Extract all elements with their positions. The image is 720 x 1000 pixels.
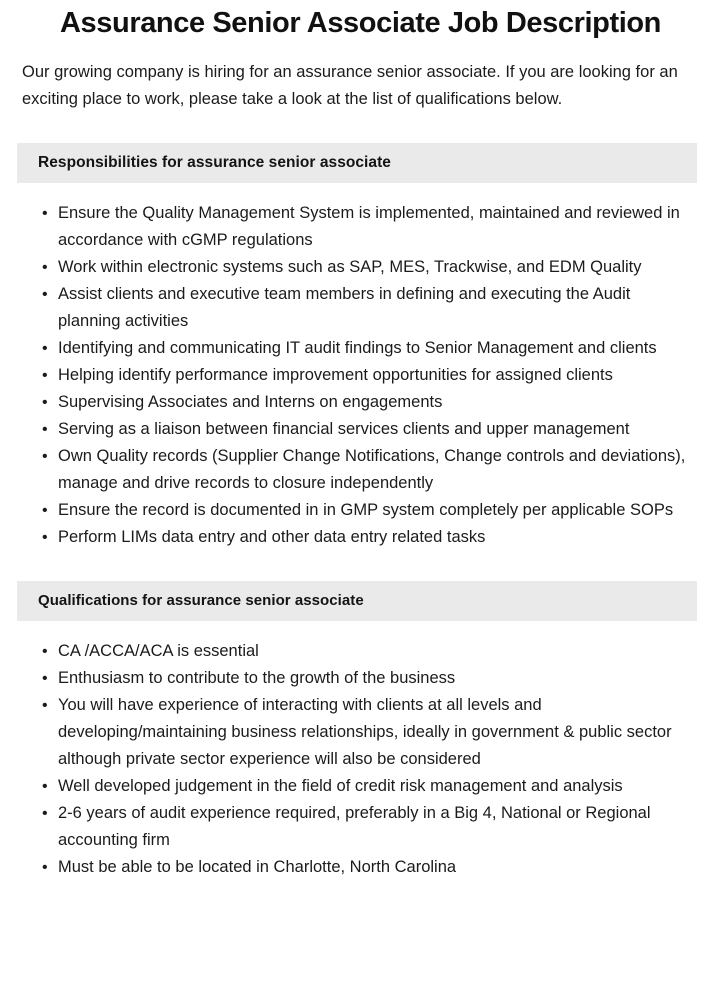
section-responsibilities [0, 143, 720, 551]
responsibilities-list [0, 200, 720, 551]
list-item: • Ensure the Quality Management System is implemented, maintained and reviewed in accordance with cGMP regulations [0, 200, 695, 254]
list-item: • Supervising Associates and Interns on engagements [0, 389, 695, 416]
list-item: • Enthusiasm to contribute to the growth of the business [0, 665, 695, 692]
section-heading-band-responsibilities [17, 143, 697, 183]
list-item: • Assist clients and executive team members in defining and executing the Audit planning activities [0, 281, 695, 335]
list-item: • You will have experience of interacting with clients at all levels and developing/maintaining business relationships, ideally in government & public sector although private sector experience will also be considered [0, 692, 695, 773]
list-item: • CA /ACCA/ACA is essential [0, 638, 695, 665]
intro-paragraph: Our growing company is hiring for an assurance senior associate. If you are looking for an exciting place to work, please take a look at the list of qualifications below. [22, 63, 678, 108]
section-heading-label: Responsibilities for assurance senior associate [38, 154, 391, 171]
list-item: • Well developed judgement in the field of credit risk management and analysis [0, 773, 695, 800]
list-item: • Serving as a liaison between financial services clients and upper management [0, 416, 695, 443]
page-title: Assurance Senior Associate Job Description [60, 7, 661, 39]
list-item: • Helping identify performance improvement opportunities for assigned clients [0, 362, 695, 389]
list-item: • Identifying and communicating IT audit findings to Senior Management and clients [0, 335, 695, 362]
section-heading-band-qualifications [17, 581, 697, 621]
list-item: • 2-6 years of audit experience required, preferably in a Big 4, National or Regional accounting firm [0, 800, 695, 854]
list-item: • Ensure the record is documented in in GMP system completely per applicable SOPs [0, 497, 695, 524]
section-heading-label: Qualifications for assurance senior associate [38, 592, 364, 609]
list-item: • Own Quality records (Supplier Change Notifications, Change controls and deviations), manage and drive records to closure independently [0, 443, 695, 497]
section-qualifications [0, 581, 720, 881]
list-item: • Must be able to be located in Charlotte, North Carolina [0, 854, 695, 881]
list-item: • Perform LIMs data entry and other data entry related tasks [0, 524, 695, 551]
list-item: • Work within electronic systems such as SAP, MES, Trackwise, and EDM Quality [0, 254, 695, 281]
qualifications-list [0, 638, 720, 881]
